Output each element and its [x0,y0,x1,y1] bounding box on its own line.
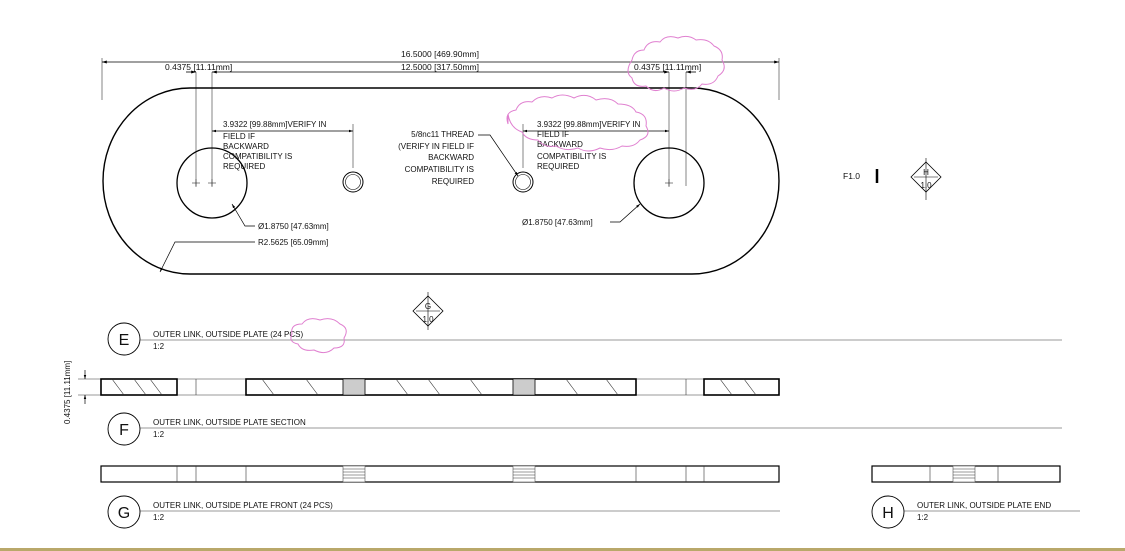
left-verify-note-line3: BACKWARD [223,142,269,151]
view-h-letter: H [882,505,894,522]
view-h-scale: 1:2 [917,513,929,522]
section-right-end [704,379,779,395]
edge-dim-right-text: 0.4375 [11.11mm] [634,62,702,72]
section-thread-right [513,379,535,395]
front-view [101,466,779,482]
view-f-title: OUTER LINK, OUTSIDE PLATE SECTION [153,418,306,427]
end-view [872,466,1060,482]
view-h-title-block [872,496,1080,528]
view-e-letter: E [118,332,130,349]
section-marker-h [911,158,941,200]
section-middle [246,379,636,395]
radius-dim-text: R2.5625 [65.09mm] [258,238,329,247]
view-h-title: OUTER LINK, OUTSIDE PLATE END [917,501,1052,510]
right-verify-note-line5: REQUIRED [537,162,580,171]
front-thread-right [513,466,535,482]
front-thread-left [343,466,365,482]
section-marker-g [413,292,443,330]
thread-note-line4: COMPATIBILITY IS [404,165,474,174]
thread-note-line2: (VERIFY IN FIELD IF [398,142,474,151]
marker-g-letter: G [424,302,432,311]
right-thread-hole [513,172,533,192]
right-verify-note-line1: 3.9322 [99.88mm]VERIFY IN [537,120,641,129]
view-g-letter: G [117,505,131,522]
thread-note-line3: BACKWARD [428,153,474,162]
left-verify-note-line1: 3.9322 [99.88mm]VERIFY IN [223,120,327,129]
section-thickness-dim: 0.4375 [11.11mm] [63,360,72,424]
center-dim-text: 12.5000 [317.50mm] [401,62,479,72]
view-f-title-block [108,413,1062,445]
section-left-end [101,379,177,395]
end-thread [953,466,975,482]
thread-note-line1: 5/8nc11 THREAD [411,130,474,139]
hole-dim-right-text: Ø1.8750 [47.63mm] [522,218,593,227]
plan-view [102,36,779,274]
edge-dim-left-text: 0.4375 [11.11mm] [165,62,233,72]
view-g-title-block [108,496,780,528]
view-e-title-block [108,319,1062,355]
right-verify-note-line2: FIELD IF [537,130,570,139]
view-g-title: OUTER LINK, OUTSIDE PLATE FRONT (24 PCS) [153,501,333,510]
view-e-title: OUTER LINK, OUTSIDE PLATE (24 PCS) [153,330,304,339]
right-verify-note-line3: BACKWARD [537,140,583,149]
left-verify-note-line4: COMPATIBILITY IS [223,152,293,161]
marker-g-sheet: 1.0 [422,315,434,324]
overall-dim-text: 16.5000 [469.90mm] [401,49,479,59]
section-thread-left [343,379,365,395]
right-verify-note-line4: COMPATIBILITY IS [537,152,607,161]
left-thread-hole [343,172,363,192]
left-verify-note-line2: FIELD IF [223,132,256,141]
left-verify-note-line5: REQUIRED [223,162,266,171]
marker-h-letter: H [923,168,929,177]
section-view [63,361,779,424]
flag-f-label: F1.0 [843,171,861,181]
view-e-scale: 1:2 [153,342,165,351]
thread-note-line5: REQUIRED [431,177,474,186]
view-f-letter: F [119,422,129,439]
hole-dim-left-text: Ø1.8750 [47.63mm] [258,222,329,231]
view-f-scale: 1:2 [153,430,165,439]
marker-h-sheet: 1.0 [920,181,932,190]
view-g-scale: 1:2 [153,513,165,522]
